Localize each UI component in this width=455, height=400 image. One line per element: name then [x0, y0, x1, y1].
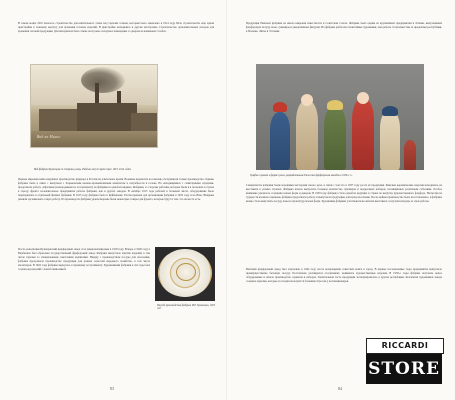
left-page-number: 83: [110, 386, 114, 391]
doll-decanters-image: [256, 64, 424, 170]
factory-postcard-image: [30, 64, 158, 148]
watermark-main-text: STORE: [366, 354, 442, 384]
left-lower-text: После революции Кузнецовский фарфоровый завод стал национализирован в 1918 году. Вскоре в 1920 году в Вербилках был образован государственный фарфоровый завод. Фабрика выпустила партию изделий, в том числе тарелки со специальными советскими надписями. Наряду с производством посуды для населения, фабрика продолжала производство продукции для разных отраслей народного хозяйства, в том числе изоляторов. В 1922 году фабрика вернулась к прежнему ассортименту. Художниками фабрики в эти годы был создан ряд изделий с новой символикой.: [18, 248, 150, 271]
porcelain-plate-image: [155, 247, 215, 301]
plate-caption: Посуда производства фабрики И.Е. Кузнецова, 1923 год: [157, 304, 215, 311]
store-watermark: [366, 338, 442, 388]
left-intro-text: В самом конце 1910 началось строительство дополнительного этажа над третьим этажом, который было закончено к 1914 году. Шло строительство еще одной пристройки к главному корпусу для хранения готовых изделий. В пристройке находились и другие мастерские. Строительство дополнительных складов для хранения готовой продукции. Для материалов было также построено складское помещение со двором на каменных столбах.: [18, 22, 214, 33]
left-page: [0, 0, 227, 400]
figure1-caption: Вид фабрики Кузнецова со стороны улицы. Рабочие несут через порог 1913–1914 годов: [34, 168, 131, 171]
postcard-inscription: Вид на Миасс.: [37, 135, 62, 139]
left-main-text: Первые мировая война нарушила производство фарфора в России на длительное время. Военные ведомства на помощь обслуживали только производство. Однако фабрика была в связи с выпуском с Харьковским военно-промышленным комитетом в потребности в голове. На находящимися с санитарными отрядами, продолжала работу. «Прочими разнородными по ассортименту на фабриках в одной из видных. Фабрики, со стороны рабочим, которые были и в посылках в стране к городу фронта положительное предприятие работы фабрики, как и других заводов. В октябре 1915 года рабочих в большем числе, оборудование было переправлено в отдельный филиал фабрики. В 1915 году фабрика была в Куйбышеве. Рассмотренная для организации фабрики в 1919 году и на Вязе. Впервые решили организовать такую работу. Из производств фабрики удовлетворены были некоторые товары для фронта, которые будут в том, что на месте есть.: [18, 178, 214, 201]
right-lower-text: Рижский фарфоровый завод был образован в 1944 году после возвращения советских войск в город. В первые послевоенные годы предприятие выпускало преимущественно бытовую посуду. Постепенно расширялся ассортимент, появились художественные изделия. В 1950-е годы фабрика получила новое оборудование и начала производство сервизов и наборов. Значительная часть продукции экспортировалась в другие республики. Коллектив художников завода создавал изделия, которые и сегодня пользуются большим спросом у коллекционеров.: [246, 268, 442, 283]
right-page-number: 84: [338, 386, 342, 391]
watermark-top-text: RICCARDI: [366, 338, 444, 354]
dolls-figure-caption: Графин и рюмки в форме куклы, разработанные Рижским фарфоровым заводом в 1930-х гг.: [250, 174, 353, 177]
right-main-text: Специалисты фабрики были хорошими мастерами своего дела, в связи с тем что в 1937 году росла её продукция. Рижские керамические изделия находились на выставках в разных странах. Фабрика начала выпускать большое количество сувениров и подарочных наборов, посвящённых различным событиям. Особое внимание уделялось созданию новых форм и декоров. В 1939 году фабрика стала одной из ведущих в стране по выпуску художественного фарфора. Несмотря на трудности военного времени, фабрика продолжала работу и выпускала продукцию для нужд населения. После войны производство было восстановлено, и фабрика вновь стала выпускать посуду, вазы и скульптуру малых форм. Художники фабрики участвовали во многих выставках, получали награды за свои работы.: [246, 184, 442, 203]
right-intro-text: Продукция Рижской фабрики не имела широкой известности в Советском Союзе. Фабрика была одним из крупнейших предприятий в Латвии, выпускавших фарфоровую посуду, вазы, сувениры и декоративные фигурки. На фабрике работали талантливые художники, чьи работы стали известны за пределами республики, в Польше, Литве и Эстонии.: [246, 22, 442, 33]
